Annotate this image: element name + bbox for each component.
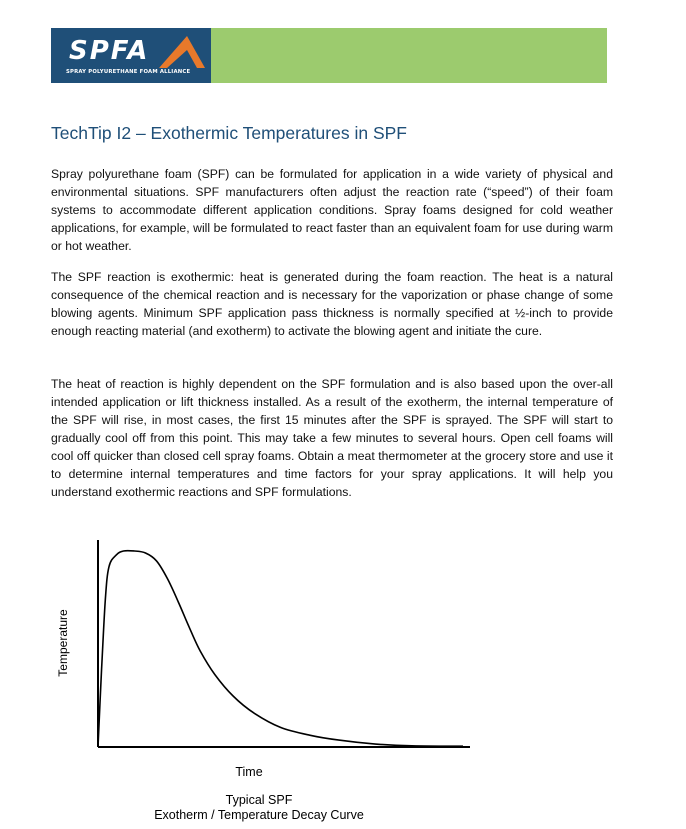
header-banner bbox=[211, 28, 607, 83]
paragraph-exothermic: The SPF reaction is exothermic: heat is generated during the foam reaction. The heat is a natural consequence of the chemical reaction and is necessary for the vaporization or phase change of some blowing agents. Minimum SPF application pass thickness is normally specified at ½-inch to provide enough reacting material (and exotherm) to activate the blowing agent and initiate the cure. bbox=[51, 270, 613, 338]
exotherm-chart bbox=[40, 525, 480, 825]
page-title: TechTip I2 – Exothermic Temperatures in SPF bbox=[51, 123, 407, 143]
spfa-logo bbox=[51, 28, 211, 83]
logo-text: SPFA bbox=[69, 36, 150, 66]
paragraph-intro: Spray polyurethane foam (SPF) can be formulated for application in a wide variety of physical and environmental situations. SPF manufacturers often adjust the reaction rate (“speed”) of their foam systems to accommodate different application conditions. Spray foams designed for cold weather applications, for example, will be formulated to react faster than an equivalent foam for use during warm or hot weather. bbox=[51, 167, 613, 253]
logo-subtitle: SPRAY POLYURETHANE FOAM ALLIANCE bbox=[66, 69, 191, 75]
x-axis-label: Time bbox=[235, 765, 263, 779]
paragraph-heat-of-reaction: The heat of reaction is highly dependent on the SPF formulation and is also based upon the over-all intended application or lift thickness installed. As a result of the exotherm, the internal temperature of the SPF will rise, in most cases, the first 15 minutes after the SPF is sprayed. The SPF will start to gradually cool off from this point. This may take a few minutes to several hours. Open cell foams will cool off quicker than closed cell spray foams. Obtain a meat thermometer at the grocery store and use it to determine internal temperatures and time factors for your spray applications. It will help you understand exothermic reactions and SPF formulations. bbox=[51, 377, 613, 499]
exotherm-curve bbox=[98, 551, 463, 747]
chart-subtitle: Exotherm / Temperature Decay Curve bbox=[154, 808, 364, 822]
y-axis-label: Temperature bbox=[56, 609, 70, 677]
chart-title: Typical SPF bbox=[225, 793, 293, 807]
